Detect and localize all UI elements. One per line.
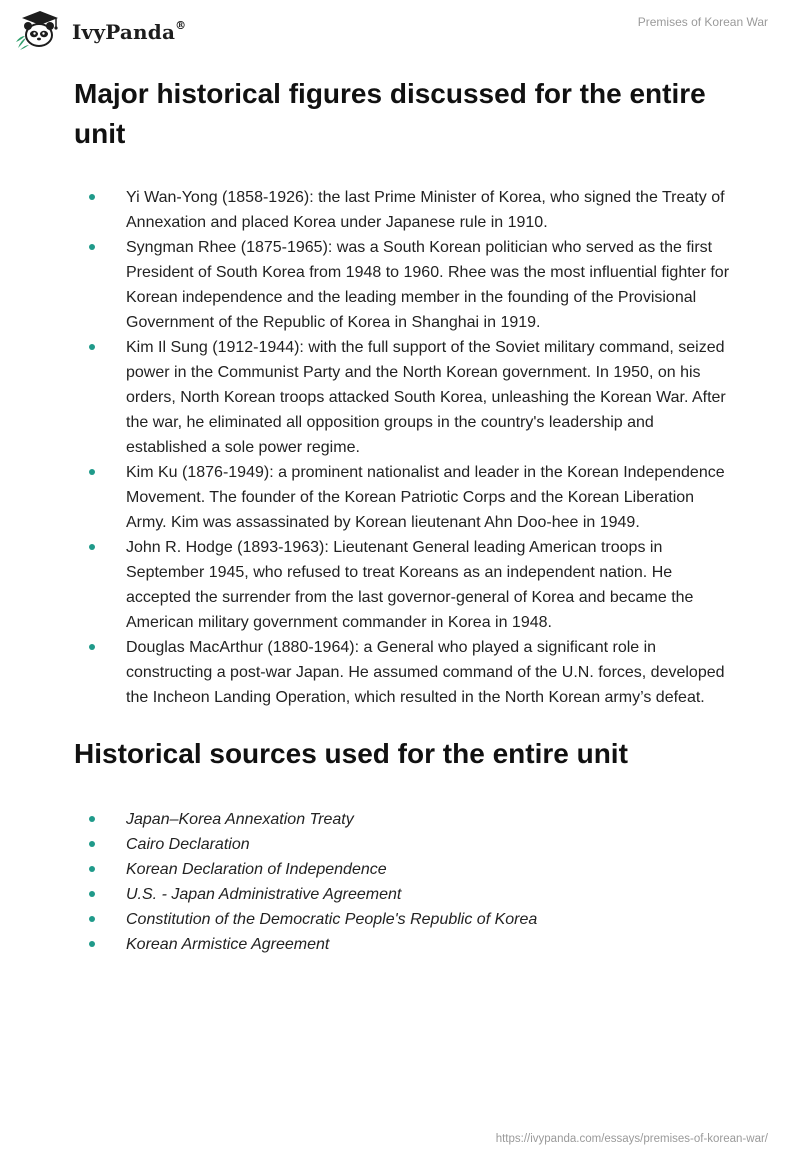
list-item: Douglas MacArthur (1880-1964): a General who played a significant role in constructing a post-war Japan. He assumed command of the U.N. forces, developed the Incheon Landing Operation, which resulted in the North Korean army’s defeat. bbox=[74, 635, 734, 710]
bullet-icon bbox=[89, 244, 95, 250]
list-item: Kim Il Sung (1912-1944): with the full support of the Soviet military command, seized power in the Communist Party and the North Korean government. In 1950, on his orders, North Korean troops attacked South Korea, unleashing the Korean War. After the war, he eliminated all opposition groups in the country's leadership and established a sole power regime. bbox=[74, 335, 734, 460]
figures-heading: Major historical figures discussed for the entire unit bbox=[74, 78, 706, 149]
list-item: Cairo Declaration bbox=[74, 832, 734, 857]
bullet-icon bbox=[89, 891, 95, 897]
bullet-icon bbox=[89, 866, 95, 872]
brand-name: IvyPanda® bbox=[72, 19, 187, 44]
list-item: Korean Declaration of Independence bbox=[74, 857, 734, 882]
main-content bbox=[74, 74, 734, 957]
list-item: U.S. - Japan Administrative Agreement bbox=[74, 882, 734, 907]
list-item: Kim Ku (1876-1949): a prominent nationalist and leader in the Korean Independence Movement. The founder of the Korean Patriotic Corps and the Korean Liberation Army. Kim was assassinated by Korean lieutenant Ahn Doo-hee in 1949. bbox=[74, 460, 734, 535]
sources-list bbox=[74, 807, 734, 957]
source-url-link[interactable]: https://ivypanda.com/essays/premises-of-korean-war/ bbox=[495, 1133, 768, 1145]
list-item: John R. Hodge (1893-1963): Lieutenant General leading American troops in September 1945, who refused to treat Koreans as an independent nation. He accepted the surrender from the last governor-general of Korea and became the American military government commander in Korea in 1948. bbox=[74, 535, 734, 635]
logo[interactable] bbox=[14, 10, 186, 50]
panda-logo-icon bbox=[14, 10, 62, 50]
bullet-icon bbox=[89, 816, 95, 822]
document-title: Premises of Korean War bbox=[637, 15, 768, 29]
bullet-icon bbox=[89, 469, 95, 475]
list-item: Yi Wan-Yong (1858-1926): the last Prime Minister of Korea, who signed the Treaty of Annexation and placed Korea under Japanese rule in 1910. bbox=[74, 185, 734, 235]
bullet-icon bbox=[89, 916, 95, 922]
list-item: Syngman Rhee (1875-1965): was a South Korean politician who served as the first President of South Korea from 1948 to 1960. Rhee was the most influential fighter for Korean independence and the leading member in the founding of the Provisional Government of the Republic of Korea in Shanghai in 1919. bbox=[74, 235, 734, 335]
bullet-icon bbox=[89, 344, 95, 350]
bullet-icon bbox=[89, 644, 95, 650]
header bbox=[0, 0, 800, 60]
bullet-icon bbox=[89, 194, 95, 200]
sources-heading: Historical sources used for the entire unit bbox=[74, 738, 628, 769]
list-item: Constitution of the Democratic People's Republic of Korea bbox=[74, 907, 734, 932]
bullet-icon bbox=[89, 544, 95, 550]
bullet-icon bbox=[89, 941, 95, 947]
list-item: Japan–Korea Annexation Treaty bbox=[74, 807, 734, 832]
figures-list bbox=[74, 185, 734, 710]
bullet-icon bbox=[89, 841, 95, 847]
list-item: Korean Armistice Agreement bbox=[74, 932, 734, 957]
